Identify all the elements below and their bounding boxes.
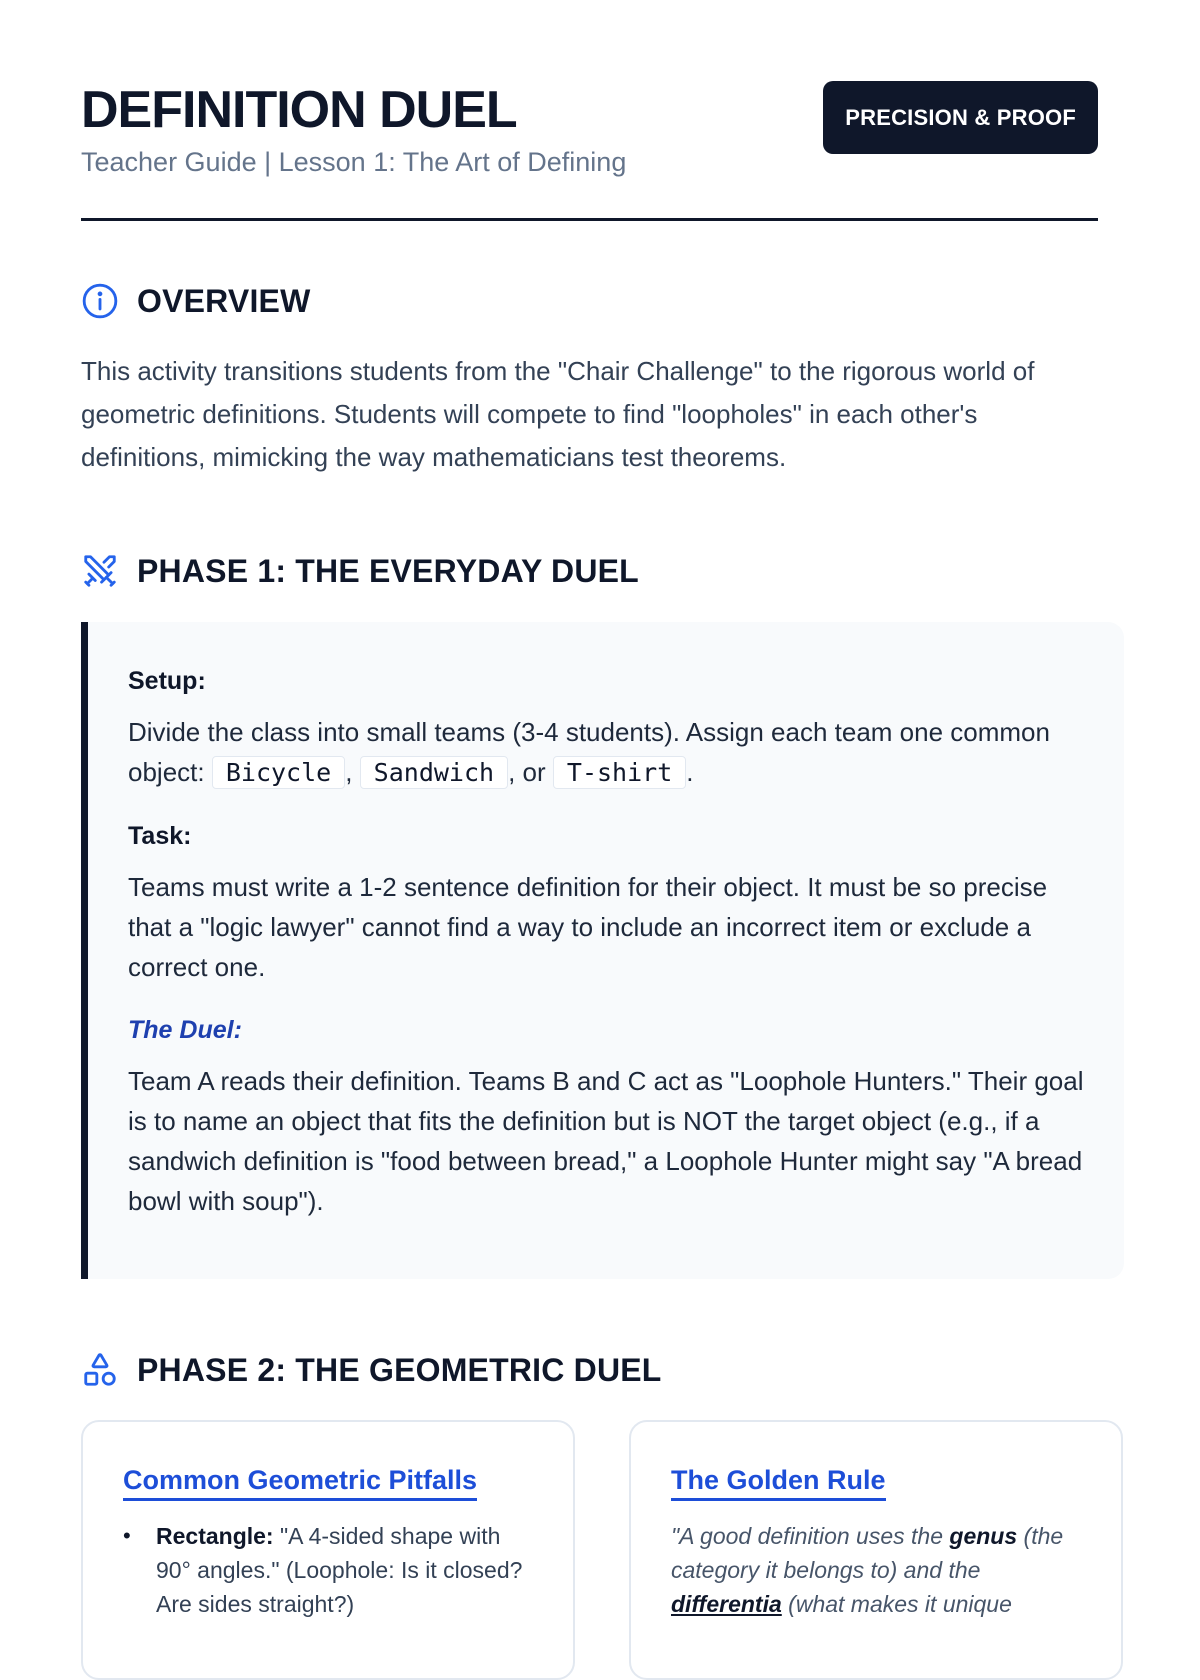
genus-term: genus [949,1523,1018,1549]
setup-text: Divide the class into small teams (3-4 students). Assign each team one common object: Bicycle , Sandwich , or T-shirt . [128,717,1050,787]
shapes-icon [81,1351,119,1389]
document-subtitle: Teacher Guide | Lesson 1: The Art of Defining [81,147,627,177]
golden-rule-title: The Golden Rule [671,1464,886,1501]
duel-label: The Duel: [128,1016,242,1044]
crossed-swords-icon [81,552,119,590]
list-item [123,1519,533,1621]
phase1-callout [81,622,1124,1279]
object-chip-sandwich: Sandwich [360,756,508,789]
overview-heading-row [81,282,311,320]
differentia-term: differentia [671,1591,782,1617]
setup-label: Setup: [128,667,206,695]
phase1-heading-row [81,552,639,590]
pitfalls-list [123,1519,533,1621]
object-chip-tshirt: T-shirt [553,756,686,789]
task-text: Teams must write a 1-2 sentence definition for their object. It must be so precise that a "logic lawyer" cannot find a way to include an incorrect item or exclude a correct one. [128,872,1048,982]
object-chip-bicycle: Bicycle [212,756,345,789]
duel-text: Team A reads their definition. Teams B and C act as "Loophole Hunters." Their goal is to name an object that fits the definition but is NOT the target object (e.g., if a sandwich definition is "food between bread," a Loophole Hunter might say "A bread bowl with soup"). [128,1066,1084,1216]
pitfall-term: Rectangle: [156,1523,274,1549]
pitfalls-card [81,1420,575,1680]
overview-text: This activity transitions students from the "Chair Challenge" to the rigorous world of geometric definitions. Students will compete to find "loopholes" in each other's definitions, mimicking the way mathematicians test theorems. [81,356,1035,472]
pitfall-text: "A 4-sided shape with 90° angles." (Loophole: Is it closed? Are sides straight?) [156,1523,523,1617]
task-block [128,819,1084,987]
phase2-heading-row [81,1351,662,1389]
pitfalls-card-title: Common Geometric Pitfalls [123,1464,477,1501]
golden-rule-card [629,1420,1123,1680]
task-label: Task: [128,822,192,850]
golden-rule-quote: "A good definition uses the genus (the category it belongs to) and the differentia (what makes it unique [671,1523,1064,1617]
duel-block [128,1013,1084,1221]
overview-heading: OVERVIEW [137,282,311,319]
phase1-heading: PHASE 1: THE EVERYDAY DUEL [137,552,639,589]
document-title: DEFINITION DUEL [81,81,517,139]
info-icon [81,282,119,320]
precision-proof-badge: PRECISION & PROOF [823,81,1098,154]
document-header [81,0,1098,221]
phase2-heading: PHASE 2: THE GEOMETRIC DUEL [137,1351,662,1388]
setup-block [128,664,1084,793]
